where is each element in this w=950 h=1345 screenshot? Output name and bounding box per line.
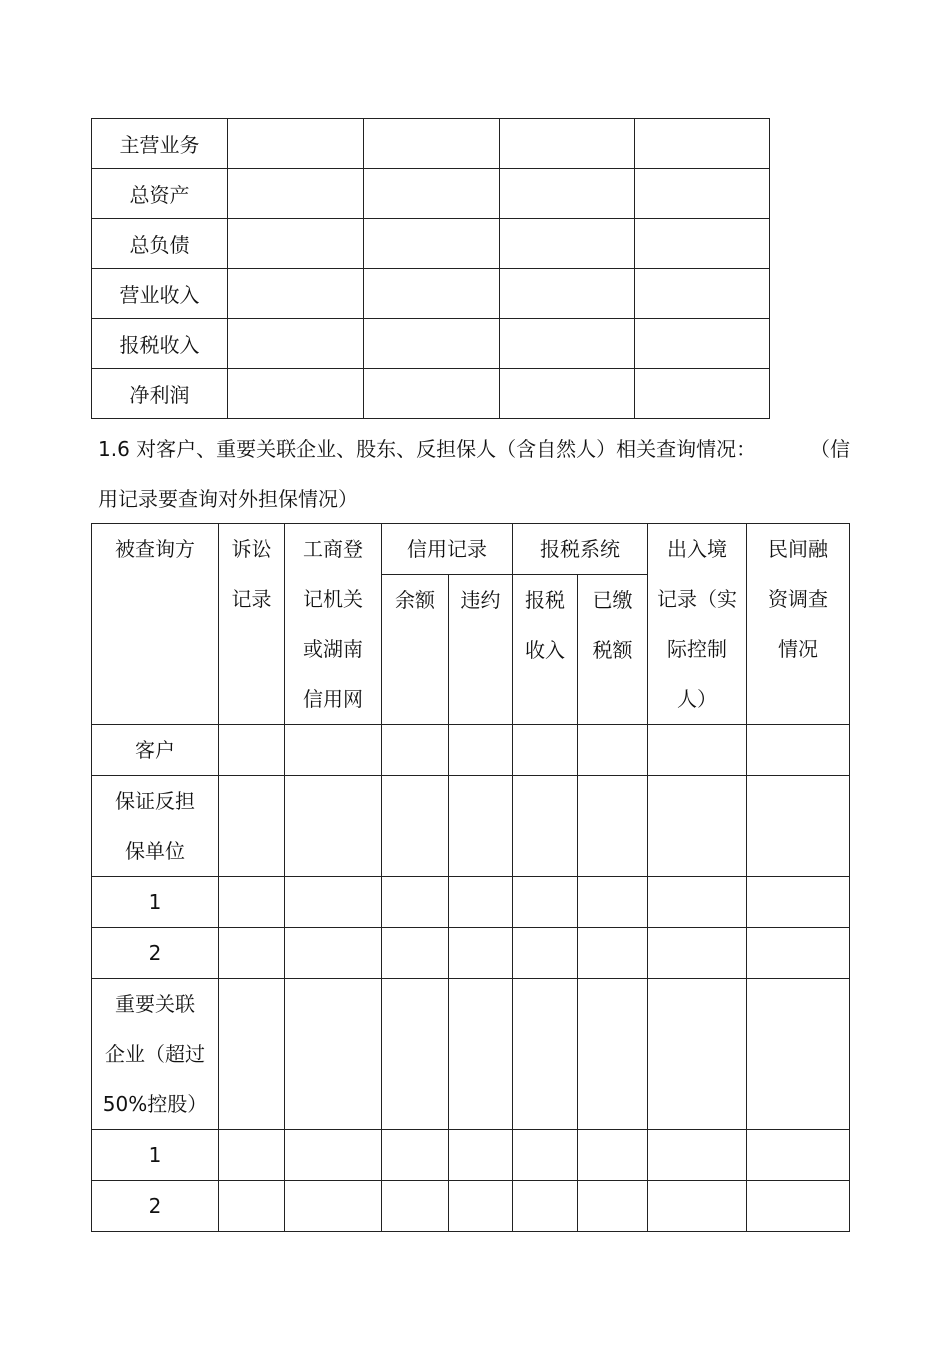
table-cell (500, 119, 635, 169)
section-heading-text: 1.6 对客户、重要关联企业、股东、反担保人（含自然人）相关查询情况： (98, 437, 757, 461)
table-row (92, 369, 770, 419)
table-cell (513, 1130, 578, 1181)
table-cell (648, 1130, 747, 1181)
table-cell (449, 1130, 513, 1181)
header-litigation: 诉讼 记录 (219, 524, 285, 725)
table-cell (382, 1130, 449, 1181)
row-label-guarantor: 保证反担 保单位 (92, 776, 219, 877)
table-cell (285, 928, 382, 979)
table-cell (228, 219, 364, 269)
table-cell (500, 269, 635, 319)
table-cell (513, 877, 578, 928)
table-cell (578, 928, 648, 979)
table-cell (382, 725, 449, 776)
table-cell (364, 169, 500, 219)
header-tax-paid: 已缴 税额 (578, 575, 648, 725)
table-cell (747, 928, 850, 979)
section-heading-line2: 用记录要查询对外担保情况） (98, 487, 358, 511)
table-cell (747, 1130, 850, 1181)
row-label-total-assets: 总资产 (92, 169, 228, 219)
table-row (92, 928, 850, 979)
table-cell (364, 219, 500, 269)
financial-table (91, 118, 770, 419)
table-row (92, 169, 770, 219)
table-cell (500, 319, 635, 369)
table-cell (228, 369, 364, 419)
table-cell (635, 369, 770, 419)
table-cell (635, 319, 770, 369)
table-cell (364, 119, 500, 169)
table-cell (578, 1130, 648, 1181)
header-default: 违约 (449, 575, 513, 725)
table-cell (578, 877, 648, 928)
table-cell (747, 877, 850, 928)
table-cell (382, 928, 449, 979)
table-cell (382, 776, 449, 877)
table-cell (648, 1181, 747, 1232)
table-cell (285, 725, 382, 776)
table-cell (285, 979, 382, 1130)
table-cell (382, 979, 449, 1130)
table-cell (747, 979, 850, 1130)
table-cell (747, 1181, 850, 1232)
table-row (92, 979, 850, 1130)
table-cell (219, 1181, 285, 1232)
table-cell (747, 776, 850, 877)
row-label-guarantor-1: 1 (92, 877, 219, 928)
header-tax-system: 报税系统 (513, 524, 648, 575)
table-row (92, 776, 850, 877)
table-cell (219, 776, 285, 877)
table-cell (219, 877, 285, 928)
row-label-guarantor-2: 2 (92, 928, 219, 979)
table-cell (285, 877, 382, 928)
table-cell (578, 1181, 648, 1232)
row-label-operating-income: 营业收入 (92, 269, 228, 319)
table-cell (449, 776, 513, 877)
row-label-net-profit: 净利润 (92, 369, 228, 419)
row-label-affiliate-2: 2 (92, 1181, 219, 1232)
table-cell (449, 928, 513, 979)
table-cell (513, 979, 578, 1130)
table-cell (382, 877, 449, 928)
row-label-affiliate-1: 1 (92, 1130, 219, 1181)
table-cell (513, 776, 578, 877)
table-cell (513, 1181, 578, 1232)
table-cell (219, 979, 285, 1130)
table-cell (500, 369, 635, 419)
table-cell (635, 219, 770, 269)
table-cell (635, 269, 770, 319)
table-cell (228, 119, 364, 169)
table-cell (513, 725, 578, 776)
table-header-row (92, 524, 850, 575)
table-cell (219, 1130, 285, 1181)
table-cell (635, 169, 770, 219)
row-label-affiliate: 重要关联 企业（超过 50%控股） (92, 979, 219, 1130)
table-cell (219, 725, 285, 776)
table-cell (364, 369, 500, 419)
row-label-total-liabilities: 总负债 (92, 219, 228, 269)
table-cell (578, 979, 648, 1130)
table-cell (747, 725, 850, 776)
table-cell (382, 1181, 449, 1232)
table-row (92, 269, 770, 319)
table-cell (449, 725, 513, 776)
header-business-registry: 工商登 记机关 或湖南 信用网 (285, 524, 382, 725)
table-cell (500, 219, 635, 269)
table-cell (449, 877, 513, 928)
section-heading-continuation: （信 (810, 437, 850, 461)
table-cell (364, 319, 500, 369)
table-cell (648, 725, 747, 776)
table-cell (219, 928, 285, 979)
header-balance: 余额 (382, 575, 449, 725)
table-row (92, 1181, 850, 1232)
table-cell (285, 1181, 382, 1232)
table-row (92, 725, 850, 776)
table-cell (648, 776, 747, 877)
table-cell (648, 877, 747, 928)
row-label-tax-income: 报税收入 (92, 319, 228, 369)
header-party: 被查询方 (92, 524, 219, 725)
table-row (92, 219, 770, 269)
table-cell (648, 928, 747, 979)
section-heading (98, 436, 850, 462)
table-cell (449, 1181, 513, 1232)
table-cell (578, 725, 648, 776)
row-label-customer: 客户 (92, 725, 219, 776)
table-row (92, 119, 770, 169)
table-row (92, 1130, 850, 1181)
table-cell (635, 119, 770, 169)
table-cell (513, 928, 578, 979)
table-row (92, 877, 850, 928)
table-cell (285, 776, 382, 877)
header-exit-entry: 出入境 记录（实 际控制 人） (648, 524, 747, 725)
table-row (92, 319, 770, 369)
table-cell (449, 979, 513, 1130)
inquiry-table (91, 523, 850, 1232)
table-cell (500, 169, 635, 219)
table-cell (648, 979, 747, 1130)
table-cell (578, 776, 648, 877)
table-cell (364, 269, 500, 319)
table-cell (228, 319, 364, 369)
header-tax-income: 报税 收入 (513, 575, 578, 725)
row-label-main-business: 主营业务 (92, 119, 228, 169)
header-credit-record: 信用记录 (382, 524, 513, 575)
header-private-financing: 民间融 资调查 情况 (747, 524, 850, 725)
table-cell (228, 269, 364, 319)
table-cell (228, 169, 364, 219)
table-cell (285, 1130, 382, 1181)
